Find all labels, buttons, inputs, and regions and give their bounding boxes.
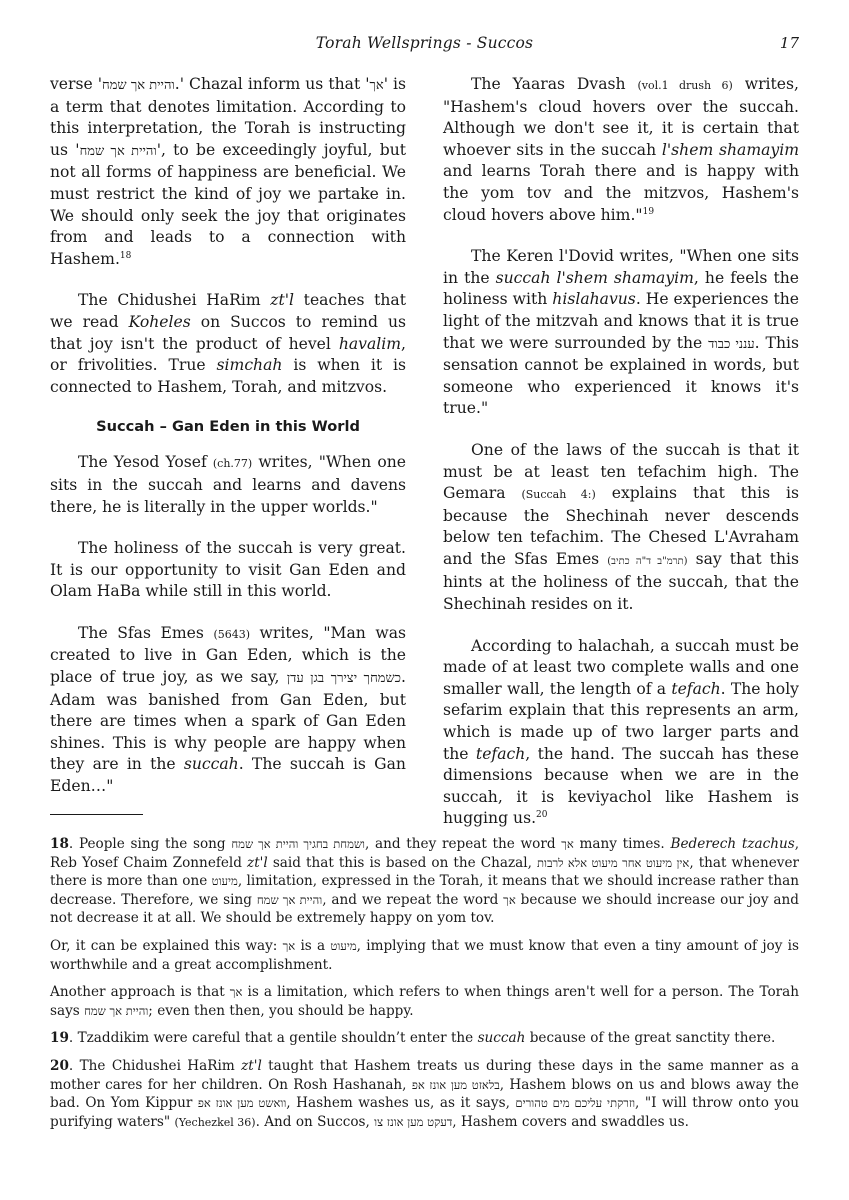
- hebrew-text: והיית אך שמח: [102, 78, 175, 93]
- footnote-19: 19. Tzaddikim were careful that a gentile shouldn’t enter the succah because of the great sanctity there.: [50, 1030, 776, 1047]
- paragraph: The Yesod Yosef (ch.77) writes, "When one sits in the succah and learns and davens there, he is literally in the upper worlds.": [50, 453, 406, 516]
- running-header-title: Torah Wellsprings - Succos: [315, 34, 534, 52]
- footnote-20: 20. The Chidushei HaRim zt'l taught that Hashem treats us during these days in the same manner as a mother cares for her children. On Rosh Hashanah, בלאזט מען אונז אפ, Hashem blows on us and blows away the bad. On Yom Kippur וואשט מען אונז אפ, Hashem washes us, as it says, וזרקתי עליכם מים טהורים, "I will throw onto you purifying waters" (Yechezkel 36). And on Succos, דעקט מען אונז צו, Hashem covers and swaddles us.: [50, 1057, 800, 1130]
- paragraph: One of the laws of the succah is that it must be at least ten tefachim high. The Gemara (Succah 4:) explains that this is because the Shechinah never descends below ten tefachim. The Chesed L'Avraham and the Sfas Emes (תרמ"ב ד"ה כתיב) say that this hints at the holiness of the succah, that the Shechinah resides on it.: [443, 440, 800, 614]
- source-citation: (Succah 4:): [521, 488, 596, 502]
- hebrew-text: והיית אך שמח: [79, 143, 157, 159]
- hebrew-text: כשמחך יצירך בגן עדן: [286, 671, 402, 687]
- footnote-18-continued: Another approach is that אך is a limitation, which refers to when things aren't well for a person. The Torah says והיית אך שמח; even then then, you should be happy.: [50, 984, 799, 1019]
- paragraph: The Sfas Emes (5643) writes, "Man was created to live in Gan Eden, which is the place of true joy, as we say, כשמחך יצירך בגן עדן. Adam was banished from Gan Eden, but there are times when a spark of Gan Eden shines. This is why people are happy when they are in the succah. The succah is Gan Eden…": [50, 623, 406, 796]
- hebrew-text: אך: [282, 938, 296, 953]
- hebrew-text: בלאזט מען אונז אפ: [411, 1077, 500, 1092]
- hebrew-text: ושמחת בחגיך והיית אך שמח: [231, 837, 365, 851]
- hebrew-text: אך: [229, 985, 243, 1000]
- footnote-18: 18. People sing the song ושמחת בחגיך והיית אך שמח, and they repeat the word אך many times. Bederech tzachus, Reb Yosef Chaim Zonnefeld zt'l said that this is based on the Chazal, אין מיעוט אחר מיעוט אלא לרבות, that whenever there is more than one מיעוט, limitation, expressed in the Torah, it means that we should increase rather than decrease. Therefore, we sing והיית אך שמח, and we repeat the word אך because we should increase our joy and not decrease it at all. We should be extremely happy on yom tov.: [50, 836, 800, 927]
- footnote-18-continued: Or, it can be explained this way: אך is a מיעוט, implying that we must know that even a tiny amount of joy is worthwhile and a great accomplishment.: [50, 937, 799, 973]
- hebrew-text: דעקט מען אונז צו: [374, 1114, 453, 1129]
- paragraph: The Keren l'Dovid writes, "When one sits in the succah l'shem shamayim, he feels the holiness with hislahavus. He experiences the light of the mitzvah and knows that it is true that we were surrounded by the ענני כבוד. This sensation cannot be explained in words, but someone who experienced it knows it's true.": [443, 247, 799, 418]
- paragraph: verse 'והיית אך שמח.' Chazal inform us that 'אך' is a term that denotes limitation. According to this interpretation, the Torah is instructing us 'והיית אך שמח', to be exceedingly joyful, but not all forms of happiness are beneficial. We must restrict the kind of joy we partake in. We should only seek the joy that originates from and leads to a connection with Hashem.$^{18}$: [50, 75, 407, 268]
- paragraph: According to halachah, a succah must be made of at least two complete walls and one smaller wall, the length of a tefach. The holy sefarim explain that this represents an arm, which is made up of two larger parts and the tefach, the hand. The succah has these dimensions because when we are in the succah, it is keviyachol like Hashem is hugging us.$^{20}$: [443, 636, 799, 828]
- hebrew-text: ענני כבוד: [708, 336, 755, 352]
- hebrew-source-citation: (תרמ"ב ד"ה כתיב): [607, 555, 688, 567]
- footnotes: [50, 835, 799, 1141]
- hebrew-text: וזרקתי עליכם מים טהורים: [515, 1096, 636, 1111]
- source-citation: (vol.1 drush 6): [637, 79, 733, 92]
- source-citation: (Yechezkel 36): [174, 1115, 256, 1129]
- paragraph: The Yaaras Dvash (vol.1 drush 6) writes, "Hashem's cloud hovers over the succah. Although we don't see it, it is certain that whoever sits in the succah l'shem shamayim and learns Torah there and is happy with the yom tov and the mitzvos, Hashem's cloud hovers above him."$^{19}$: [443, 75, 799, 224]
- footnote-ref: 20: [536, 810, 548, 821]
- paragraph: The holiness of the succah is very great. It is our opportunity to visit Gan Eden and Olam HaBa while still in this world.: [50, 539, 406, 601]
- footnote-ref: 19: [642, 206, 655, 217]
- hebrew-text: אך: [561, 837, 574, 851]
- hebrew-text: והיית אך שמח: [256, 892, 323, 907]
- hebrew-text: מיעוט: [211, 874, 238, 889]
- paragraph: The Chidushei HaRim zt'l teaches that we read Koheles on Succos to remind us that joy isn't the product of hevel havalim, or frivolities. True simchah is when it is connected to Hashem, Torah, and mitzvos.: [50, 291, 407, 396]
- hebrew-text: מיעוט: [330, 938, 357, 953]
- source-citation: (5643): [213, 627, 251, 641]
- right-column: [443, 74, 799, 850]
- hebrew-text: אך: [369, 78, 384, 93]
- footnote-divider: [50, 814, 143, 815]
- section-heading: Succah – Gan Eden in this World: [96, 418, 360, 436]
- page-number: 17: [779, 34, 799, 52]
- hebrew-text: והיית אך שמח: [84, 1003, 149, 1018]
- hebrew-text: אך: [503, 892, 516, 907]
- left-column: [50, 74, 406, 818]
- hebrew-text: אין מיעוט אחר מיעוט אלא לרבות: [536, 855, 690, 870]
- hebrew-text: וואשט מען אונז אפ: [197, 1096, 287, 1111]
- footnote-ref: 18: [119, 250, 132, 261]
- source-citation: (ch.77): [212, 457, 253, 471]
